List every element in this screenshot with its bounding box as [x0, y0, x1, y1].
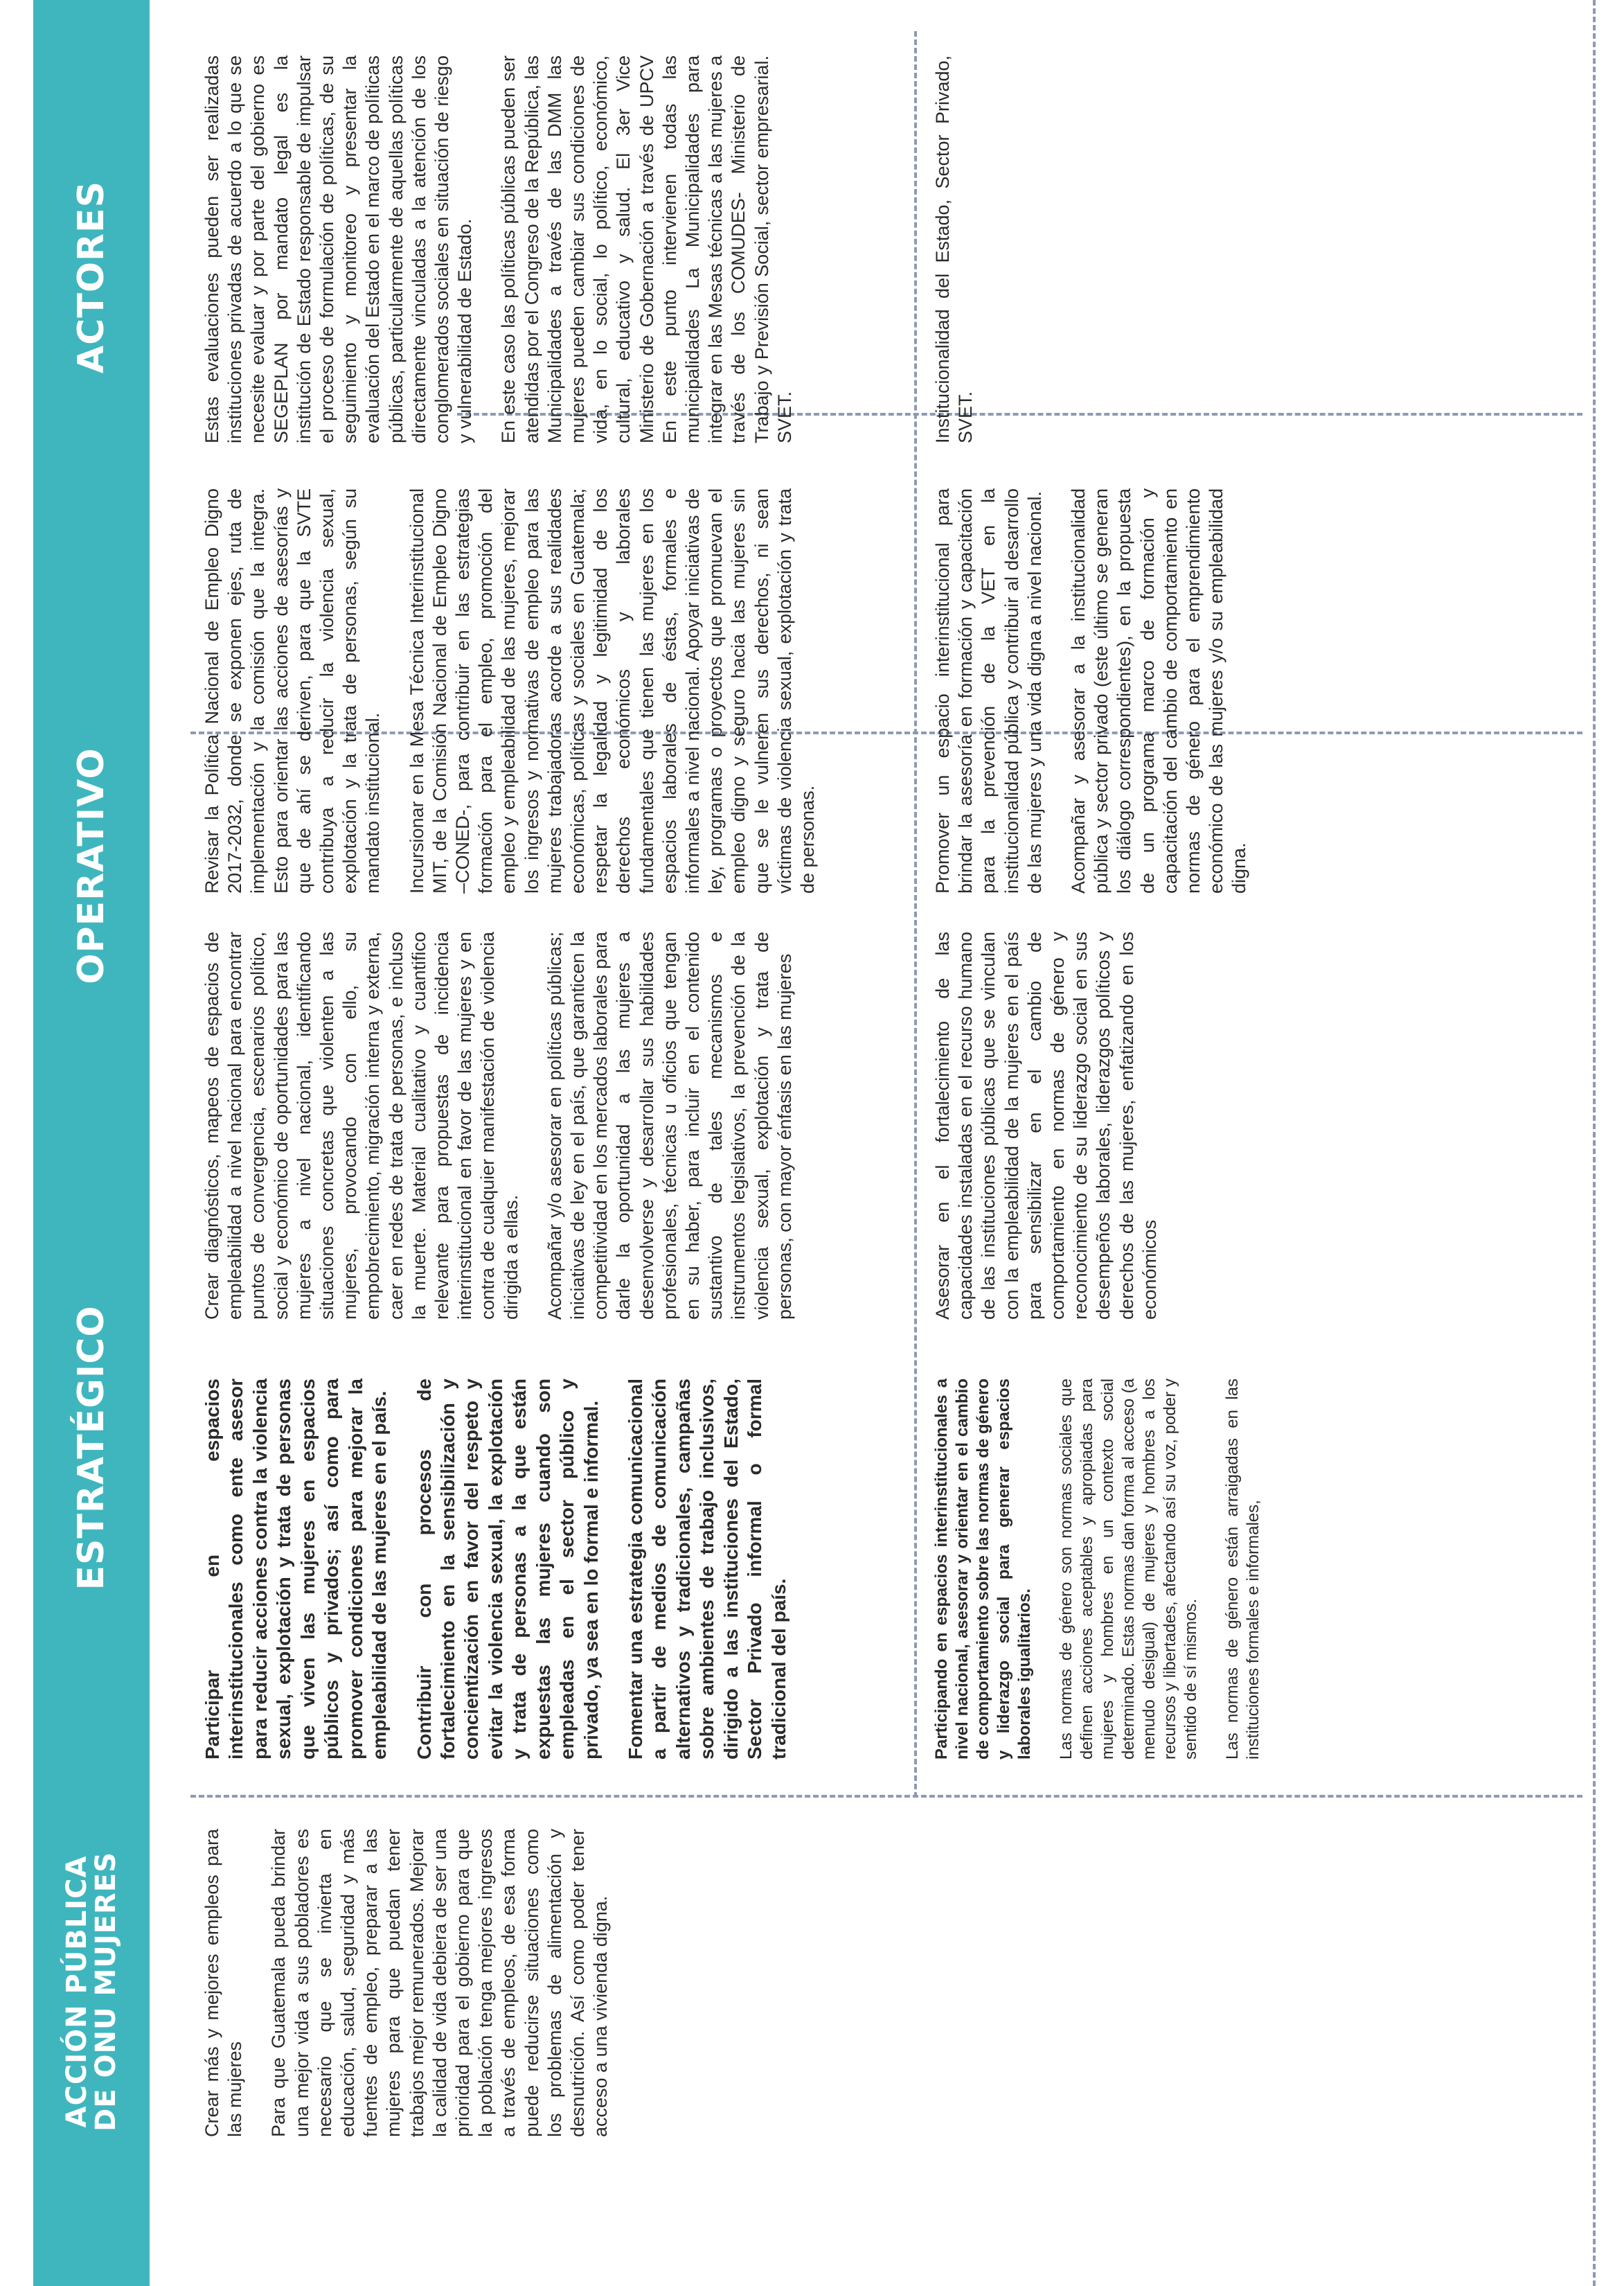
operativo-a-item: Asesorar en el fortalecimiento de las capacidades instaladas en el recurso humano de las instituciones públicas que se vinculan con la empleabilidad de la mujeres en el país para sensibilizar en el cambio de comportamiento en normas de género y reconocimiento de su liderazgo social en sus desempeños laborales, liderazgos políticos y derechos de las mujeres, enfatizando en los económicos — [932, 932, 1160, 1320]
operativo-a-cell-row1 — [201, 932, 817, 1320]
estrategico-item: Las normas de género son normas sociales que definen acciones aceptables y apropiadas para mujeres y hombres en un contexto social determinado. Estas normas dan forma al acceso (a menudo desigual) de mujeres y hombres a los recursos y libertades, afectando así su voz, poder y sentido de sí mismos. — [1057, 1379, 1200, 1760]
row-divider — [914, 31, 917, 1798]
header-operativo: OPERATIVO — [70, 747, 112, 984]
actores-item: En este caso las políticas públicas pueden ser atendidas por el Congreso de la República, las Municipalidades a través de las DMM las mujeres pueden cambiar sus condiciones de vida, en lo social, lo político, económico, cultural, educativo y salud. El 3er Vice Ministerio de Gobernación a través de UPCV En este punto intervienen todas las municipalidades La Municipalidades para integrar en las Mesas técnicas a las mujeres a través de los COMUDES- Ministerio de Trabajo y Previsión Social, sector empresarial. SVET. — [498, 55, 795, 443]
operativo-b-item: Incursionar en la Mesa Técnica Interinstitucional MIT, de la Comisión Nacional de Empleo Digno –CONED-, para contribuir en las estrategias formación para el empleo, promoción del empleo y empleabilidad de las mujeres, mejorar los ingresos y normativas de empleo para las mujeres trabajadoras acorde a sus realidades económicas, políticas y sociales en Guatemala; respetar la legalidad y legitimidad de los derechos económicos y laborales fundamentales que tienen las mujeres en los espacios laborales de éstas, formales e informales a nivel nacional. Apoyar iniciativas de ley, programas o proyectos que promuevan el empleo digno y seguro hacia las mujeres sin que se le vulneren sus derechos, ni sean víctimas de violencia sexual, explotación y trata de personas. — [406, 488, 819, 894]
operativo-b-cell-row2 — [931, 488, 1272, 894]
bottom-divider — [1593, 0, 1596, 2286]
column-divider — [190, 1795, 1582, 1798]
operativo-b-cell-row1 — [201, 488, 840, 894]
estrategico-cell-row1 — [201, 1379, 812, 1760]
operativo-a-cell-row2 — [931, 932, 1182, 1320]
estrategico-cell-row2 — [931, 1379, 1285, 1760]
estrategico-item: Participar en espacios interinstitucionales como ente asesor para reducir acciones contra la violencia sexual, explotación y trata de personas que viven las mujeres en espacios públicos y privados; así como para promover condiciones para mejorar la empleabilidad de las mujeres en el país. — [202, 1379, 391, 1760]
operativo-b-item: Revisar la Política Nacional de Empleo Digno 2017-2032, donde se exponen ejes, ruta de implementación y la comisión que la integra. Esto para orientar las acciones de asesorías y que de ahí se deriven, para que la SVTE contribuya a reducir la violencia sexual, explotación y la trata de personas, según su mandato institucional. — [202, 488, 384, 894]
operativo-a-item: Crear diagnósticos, mapeos de espacios de empleabilidad a nivel nacional para encontrar puntos de convergencia, escenarios político, social y económico de oportunidades para las mujeres a nivel nacional, identificando situaciones concretas que violenten a las mujeres, provocando con ello, su empobrecimiento, migración interna y externa, caer en redes de trata de personas, e incluso la muerte. Material cualitativo y cuantifico relevante para propuestas de incidencia interinstitucional en favor de las mujeres y en contra de cualquier manifestación de violencia dirigida a ellas. — [202, 932, 521, 1320]
accion-body: Para que Guatemala pueda brindar una mejor vida a sus pobladores es necesario que se invierta en educación, salud, seguridad y más fuentes de empleo, preparar a las mujeres para que puedan tener trabajos mejor remunerados. Mejorar la calidad de vida debiera de ser una prioridad para el gobierno para que la población tenga mejores ingresos a través de empleos, de esa forma puede reducirse situaciones como los problemas de alimentación y desnutrición. Así como poder tener acceso a una vivienda digna. — [268, 1829, 612, 2137]
column-header-band — [33, 0, 150, 2286]
actores-cell-row2 — [931, 55, 998, 443]
estrategico-item: Las normas de género están arraigadas en las instituciones formales e informales, — [1223, 1379, 1262, 1760]
estrategico-item: Fomentar una estrategia comunicacional a partir de medios de comunicación alternativos y tradicionales, campañas sobre ambientes de trabajo inclusivos, dirigido a las instituciones del Estado, Sector Privado informal o formal tradicional del país. — [625, 1379, 789, 1760]
header-actores: ACTORES — [70, 180, 112, 374]
operativo-a-item: Acompañar y/o asesorar en políticas públicas; iniciativas de ley en el país, que garanticen la competitividad en los mercados laborales para darle la oportunidad a las mujeres a desenvolverse y desarrollar sus habilidades profesionales, técnicas u oficios que tengan en su haber, para incluir en el contenido sustantivo de tales mecanismos e instrumentos legislativos, la prevención de la violencia sexual, explotación y trata de personas, con mayor énfasis en las mujeres — [544, 932, 795, 1320]
estrategico-item: Participando en espacios interinstitucionales a nivel nacional, asesorar y orientar en el cambio de comportamiento sobre las normas de género y liderazgo social para generar espacios laborales igualitarios. — [932, 1379, 1034, 1760]
estrategico-item: Contribuir con procesos de fortalecimiento en la sensibilización y concientización en favor del respeto y evitar la violencia sexual, la explotación y trata de personas a la que están expuestas las mujeres cuando son empleadas en el sector público y privado, ya sea en lo formal e informal. — [413, 1379, 602, 1760]
actores-cell-row1 — [201, 55, 817, 443]
header-accion-publica: ACCIÓN PÚBLICA DE ONU MUJERES — [61, 1852, 122, 2132]
accion-title: Crear más y mejores empleos para las mujeres — [202, 1829, 246, 2137]
accion-publica-cell — [201, 1829, 633, 2137]
operativo-b-item: Acompañar y asesorar a la institucionalidad pública y sector privado (este último se generan los diálogo correspondientes), en la propuesta de un programa marco de formación y capacitación del cambio de comportamiento en normas de género para el emprendimiento económico de las mujeres y/o su empleabilidad digna. — [1068, 488, 1250, 894]
actores-item: Estas evaluaciones pueden ser realizadas instituciones privadas de acuerdo a lo que se necesite evaluar y por parte del gobierno es SEGEPLAN por mandato legal es la institución de Estado responsable de impulsar el proceso de formulación de políticas, de su seguimiento y monitoreo y presentar la evaluación del Estado en el marco de políticas públicas, particularmente de aquellas políticas directamente vinculadas a la atención de los conglomerados sociales en situación de riesgo y vulnerabilidad de Estado. — [202, 55, 476, 443]
header-estrategico: ESTRATÉGICO — [70, 1305, 112, 1591]
operativo-b-item: Promover un espacio interinstitucional para brindar la asesoría en formación y capacitación para la prevención de la VET en la institucionalidad pública y contribuir al desarrollo de las mujeres y una vida digna a nivel nacional. — [932, 488, 1045, 894]
actores-item: Institucionalidad del Estado, Sector Privado, SVET. — [932, 55, 976, 443]
